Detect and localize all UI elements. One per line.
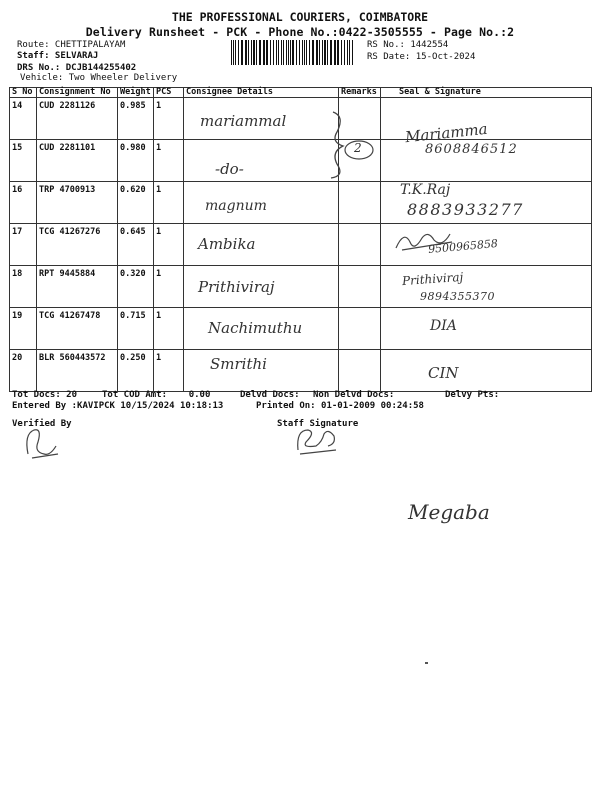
- row-remarks: [339, 182, 381, 224]
- row-consignee: [184, 140, 339, 182]
- row-pcs: 1: [154, 224, 184, 266]
- verified-signature: [20, 424, 62, 462]
- col-pcs: PCS: [154, 88, 184, 98]
- sheet-title: Delivery Runsheet - PCK - Phone No.:0422-3505555 - Page No.:2: [85, 25, 515, 39]
- row-pcs: 1: [154, 266, 184, 308]
- staff-label: Staff: SELVARAJ: [17, 51, 99, 61]
- row-weight: 0.980: [118, 140, 154, 182]
- row-remarks: [339, 308, 381, 350]
- barcode-image: [230, 40, 355, 65]
- runsheet-table: [9, 87, 592, 392]
- handwritten-consignee: Prithiviraj: [198, 278, 275, 296]
- handwritten-phone: 9894355370: [420, 290, 495, 303]
- staff-signature: [292, 422, 342, 458]
- row-sno: 17: [10, 224, 37, 266]
- handwritten-consignee: magnum: [205, 198, 267, 214]
- row-weight: 0.985: [118, 98, 154, 140]
- route-label: Route: CHETTIPALAYAM: [17, 40, 126, 50]
- company-name: THE PROFESSIONAL COURIERS, COIMBATORE: [171, 10, 429, 24]
- staff-signature-label: Staff Signature: [277, 419, 359, 429]
- entered-by: Entered By :KAVIPCK 10/15/2024 10:18:13: [12, 401, 224, 411]
- total-cod-amount: Tot COD Amt: 0.00: [102, 390, 211, 400]
- row-pcs: 1: [154, 308, 184, 350]
- handwritten-phone: 9500965858: [427, 236, 499, 257]
- row-pcs: 1: [154, 182, 184, 224]
- handwritten-phone: 8608846512: [425, 142, 518, 157]
- table-row: [10, 224, 592, 266]
- row-sno: 14: [10, 98, 37, 140]
- col-sno: S No: [10, 88, 37, 98]
- row-seal: [381, 308, 592, 350]
- row-remarks: [339, 224, 381, 266]
- row-sno: 16: [10, 182, 37, 224]
- row-consignment: CUD 2281126: [37, 98, 118, 140]
- row-weight: 0.320: [118, 266, 154, 308]
- row-remarks: [339, 350, 381, 392]
- total-docs: Tot Docs: 20: [12, 390, 78, 400]
- row-sno: 18: [10, 266, 37, 308]
- row-sno: 20: [10, 350, 37, 392]
- drs-number: DRS No.: DCJB144255402: [17, 63, 137, 73]
- row-consignment: CUD 2281101: [37, 140, 118, 182]
- row-pcs: 1: [154, 140, 184, 182]
- handwritten-consignee: -do-: [215, 160, 244, 178]
- handwritten-seal: Mariamma: [404, 119, 489, 147]
- vehicle-label: Vehicle: Two Wheeler Delivery: [20, 73, 178, 83]
- printed-on: Printed On: 01-01-2009 00:24:58: [256, 401, 424, 411]
- remarks-mark: 2: [354, 141, 362, 155]
- handwritten-consignee: Nachimuthu: [208, 319, 303, 337]
- col-consignee: Consignee Details: [184, 88, 339, 98]
- table-row: [10, 98, 592, 140]
- handwritten-seal: CIN: [428, 364, 459, 382]
- rs-date: RS Date: 15-Oct-2024: [367, 52, 476, 62]
- row-consignment: BLR 560443572: [37, 350, 118, 392]
- row-consignment: RPT 9445884: [37, 266, 118, 308]
- col-consignment: Consignment No: [37, 88, 118, 98]
- row-remarks: [339, 266, 381, 308]
- speck-mark: [425, 662, 428, 664]
- row-consignment: TCG 41267276: [37, 224, 118, 266]
- table-row: [10, 350, 592, 392]
- col-weight: Weight: [118, 88, 154, 98]
- row-seal: [381, 350, 592, 392]
- delivered-docs: Delvd Docs:: [240, 390, 300, 400]
- row-pcs: 1: [154, 98, 184, 140]
- row-consignment: TCG 41267478: [37, 308, 118, 350]
- row-pcs: 1: [154, 350, 184, 392]
- col-seal-signature: Seal & Signature: [381, 88, 592, 98]
- handwritten-consignee: Ambika: [198, 235, 256, 253]
- row-weight: 0.715: [118, 308, 154, 350]
- handwritten-consignee: mariammal: [200, 112, 287, 130]
- row-consignment: TRP 4700913: [37, 182, 118, 224]
- handwritten-seal: T.K.Raj: [400, 182, 451, 198]
- handwritten-seal: DIA: [430, 318, 457, 334]
- non-delivered-docs: Non Delvd Docs:: [313, 390, 395, 400]
- row-sno: 15: [10, 140, 37, 182]
- handwritten-seal: Prithiviraj: [401, 269, 464, 289]
- handwritten-bottom-signature: Megaba: [408, 500, 490, 524]
- row-weight: 0.250: [118, 350, 154, 392]
- verified-by-label: Verified By: [12, 419, 72, 429]
- row-sno: 19: [10, 308, 37, 350]
- row-weight: 0.620: [118, 182, 154, 224]
- row-weight: 0.645: [118, 224, 154, 266]
- table-row: [10, 266, 592, 308]
- rs-number: RS No.: 1442554: [367, 40, 449, 50]
- handwritten-consignee: Smrithi: [210, 355, 267, 373]
- delivery-points: Delvy Pts:: [445, 390, 500, 400]
- handwritten-phone: 8883933277: [407, 200, 524, 219]
- table-header-row: [10, 88, 592, 98]
- col-remarks: Remarks: [339, 88, 381, 98]
